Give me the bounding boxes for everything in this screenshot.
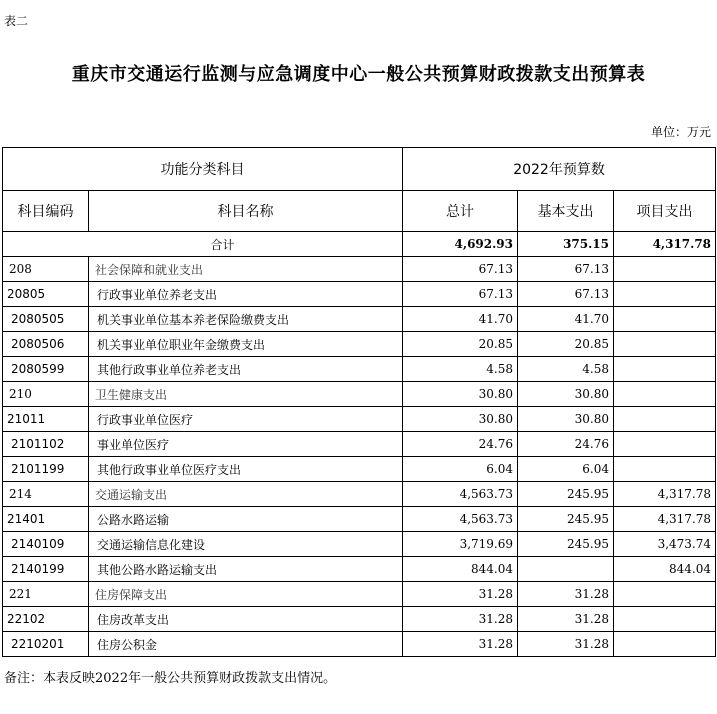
row-basic: 31.28	[518, 582, 614, 607]
row-project	[614, 257, 716, 282]
row-basic: 245.95	[518, 507, 614, 532]
footnote: 备注：本表反映2022年一般公共预算财政拨款支出情况。	[4, 671, 337, 686]
row-project	[614, 582, 716, 607]
table-row	[3, 582, 716, 607]
row-code: 208	[3, 257, 89, 282]
row-name: 住房保障支出	[89, 582, 403, 607]
row-basic: 245.95	[518, 532, 614, 557]
header-project: 项目支出	[614, 191, 716, 232]
row-total: 67.13	[403, 257, 518, 282]
row-code: 2080599	[3, 357, 89, 382]
row-total: 3,719.69	[403, 532, 518, 557]
table-row	[3, 257, 716, 282]
table-row	[3, 532, 716, 557]
row-code: 2140199	[3, 557, 89, 582]
row-total: 31.28	[403, 632, 518, 657]
row-total: 30.80	[403, 407, 518, 432]
header-basic: 基本支出	[518, 191, 614, 232]
row-total: 30.80	[403, 382, 518, 407]
table-row	[3, 307, 716, 332]
table-row	[3, 507, 716, 532]
row-project: 4,317.78	[614, 482, 716, 507]
total-total: 4,692.93	[403, 232, 518, 257]
row-basic: 30.80	[518, 407, 614, 432]
row-basic: 30.80	[518, 382, 614, 407]
row-name: 住房公积金	[89, 632, 403, 657]
row-project	[614, 407, 716, 432]
row-project	[614, 282, 716, 307]
header-function-category: 功能分类科目	[3, 148, 403, 191]
unit-label: 单位：万元	[650, 125, 711, 139]
row-code: 2101102	[3, 432, 89, 457]
row-code: 2210201	[3, 632, 89, 657]
row-name: 交通运输信息化建设	[89, 532, 403, 557]
row-name: 社会保障和就业支出	[89, 257, 403, 282]
row-total: 20.85	[403, 332, 518, 357]
row-code: 20805	[3, 282, 89, 307]
row-code: 2101199	[3, 457, 89, 482]
table-row	[3, 457, 716, 482]
total-basic: 375.15	[518, 232, 614, 257]
row-name: 住房改革支出	[89, 607, 403, 632]
row-total: 4,563.73	[403, 482, 518, 507]
header-code: 科目编码	[3, 191, 89, 232]
row-basic: 6.04	[518, 457, 614, 482]
row-code: 2140109	[3, 532, 89, 557]
row-code: 22102	[3, 607, 89, 632]
row-basic: 4.58	[518, 357, 614, 382]
row-total: 24.76	[403, 432, 518, 457]
header-row-columns	[3, 191, 716, 232]
row-project	[614, 632, 716, 657]
total-label: 合计	[3, 232, 403, 257]
row-code: 214	[3, 482, 89, 507]
row-name: 行政事业单位养老支出	[89, 282, 403, 307]
row-total: 31.28	[403, 607, 518, 632]
row-project	[614, 457, 716, 482]
table-row	[3, 607, 716, 632]
table-row	[3, 407, 716, 432]
row-project	[614, 607, 716, 632]
row-total: 31.28	[403, 582, 518, 607]
row-total: 4,563.73	[403, 507, 518, 532]
table-row	[3, 282, 716, 307]
row-name: 其他行政事业单位医疗支出	[89, 457, 403, 482]
row-name: 卫生健康支出	[89, 382, 403, 407]
table-row	[3, 382, 716, 407]
row-project: 844.04	[614, 557, 716, 582]
row-code: 21011	[3, 407, 89, 432]
row-name: 其他行政事业单位养老支出	[89, 357, 403, 382]
header-name: 科目名称	[89, 191, 403, 232]
row-project	[614, 382, 716, 407]
header-total: 总计	[403, 191, 518, 232]
row-name: 其他公路水路运输支出	[89, 557, 403, 582]
row-total: 844.04	[403, 557, 518, 582]
row-total: 6.04	[403, 457, 518, 482]
row-basic: 20.85	[518, 332, 614, 357]
row-name: 公路水路运输	[89, 507, 403, 532]
row-name: 机关事业单位职业年金缴费支出	[89, 332, 403, 357]
row-basic	[518, 557, 614, 582]
row-basic: 245.95	[518, 482, 614, 507]
row-project	[614, 432, 716, 457]
total-row	[3, 232, 716, 257]
table-row	[3, 357, 716, 382]
table-row	[3, 482, 716, 507]
row-basic: 67.13	[518, 257, 614, 282]
row-total: 4.58	[403, 357, 518, 382]
row-basic: 31.28	[518, 632, 614, 657]
total-project: 4,317.78	[614, 232, 716, 257]
row-code: 221	[3, 582, 89, 607]
table-number-label: 表二	[4, 14, 29, 28]
row-project	[614, 307, 716, 332]
table-row	[3, 332, 716, 357]
header-budget-2022: 2022年预算数	[403, 148, 716, 191]
table-row	[3, 557, 716, 582]
row-basic: 67.13	[518, 282, 614, 307]
table-row	[3, 432, 716, 457]
table-row	[3, 632, 716, 657]
row-name: 行政事业单位医疗	[89, 407, 403, 432]
row-code: 21401	[3, 507, 89, 532]
row-project: 4,317.78	[614, 507, 716, 532]
row-code: 210	[3, 382, 89, 407]
row-basic: 41.70	[518, 307, 614, 332]
row-name: 事业单位医疗	[89, 432, 403, 457]
row-project	[614, 332, 716, 357]
row-project	[614, 357, 716, 382]
row-project: 3,473.74	[614, 532, 716, 557]
row-basic: 24.76	[518, 432, 614, 457]
row-basic: 31.28	[518, 607, 614, 632]
header-row-group	[3, 148, 716, 191]
row-total: 41.70	[403, 307, 518, 332]
page-title: 重庆市交通运行监测与应急调度中心一般公共预算财政拨款支出预算表	[71, 64, 646, 85]
row-name: 交通运输支出	[89, 482, 403, 507]
row-code: 2080505	[3, 307, 89, 332]
row-code: 2080506	[3, 332, 89, 357]
row-total: 67.13	[403, 282, 518, 307]
budget-table	[2, 147, 716, 657]
row-name: 机关事业单位基本养老保险缴费支出	[89, 307, 403, 332]
